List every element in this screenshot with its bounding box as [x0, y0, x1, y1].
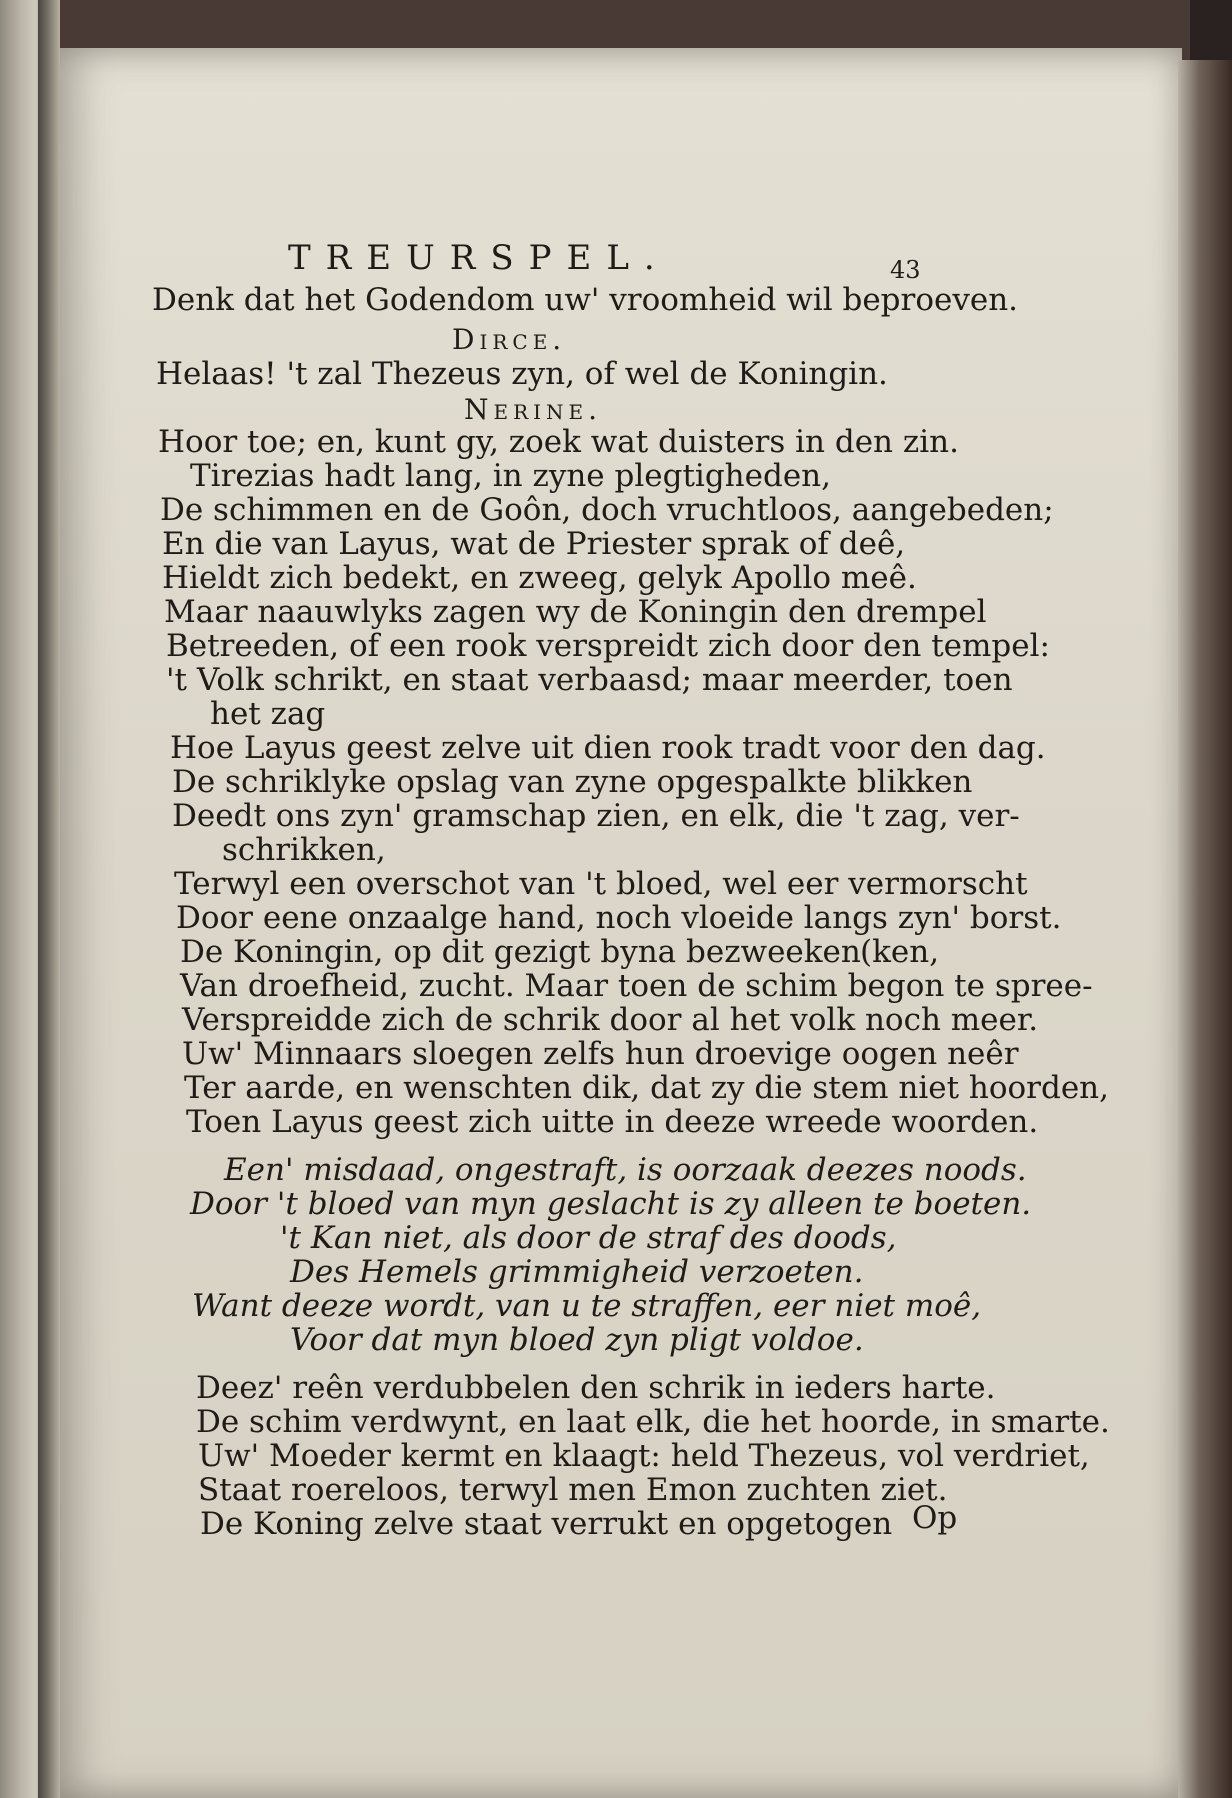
verse-line: Voor dat myn bloed zyn pligt voldoe. — [290, 1322, 864, 1358]
text-line: De schriklyke opslag van zyne opgespalkte blikken — [172, 764, 973, 800]
text-line: Uw' Minnaars sloegen zelfs hun droevige oogen neêr — [182, 1036, 1019, 1072]
text-line: Denk dat het Godendom uw' vroomheid wil beproeven. — [152, 282, 1019, 318]
text-line: Van droefheid, zucht. Maar toen de schim begon te spree- — [180, 968, 1093, 1004]
text-line: Tirezias hadt lang, in zyne plegtigheden, — [190, 458, 831, 494]
text-line: (ken, — [860, 934, 940, 970]
text-line: het zag — [210, 696, 326, 732]
text-line: Ter aarde, en wenschten dik, dat zy die stem niet hoorden, — [184, 1070, 1110, 1106]
running-title: TREURSPEL. — [288, 238, 670, 278]
text-line: De Koningin, op dit gezigt byna bezweeken — [180, 934, 861, 970]
verse-line: Een' misdaad, ongestraft, is oorzaak deezes noods. — [224, 1152, 1027, 1188]
verse-line: 't Kan niet, als door de straf des doods, — [280, 1220, 897, 1256]
verse-line: Door 't bloed van myn geslacht is zy alleen te boeten. — [190, 1186, 1032, 1222]
text-line: De schim verdwynt, en laat elk, die het hoorde, in smarte. — [196, 1404, 1110, 1440]
text-line: Betreeden, of een rook verspreidt zich door den tempel: — [166, 628, 1050, 664]
text-line: Hoor toe; en, kunt gy, zoek wat duisters in den zin. — [158, 424, 959, 460]
text-line: Helaas! 't zal Thezeus zyn, of wel de Koningin. — [156, 356, 888, 392]
text-line: Hoe Layus geest zelve uit dien rook tradt voor den dag. — [170, 730, 1046, 766]
speaker-name: Dirce. — [452, 323, 567, 356]
text-line: Maar naauwlyks zagen wy de Koningin den drempel — [164, 594, 987, 630]
text-line: Deedt ons zyn' gramschap zien, en elk, die 't zag, ver- — [172, 798, 1020, 834]
text-line: Verspreidde zich de schrik door al het volk noch meer. — [182, 1002, 1039, 1038]
text-line: De schimmen en de Goôn, doch vruchtloos, aangebeden; — [160, 492, 1054, 528]
text-line: En die van Layus, wat de Priester sprak of deê, — [162, 526, 906, 562]
text-line: De Koning zelve staat verrukt en opgetogen — [200, 1506, 893, 1542]
text-line: Uw' Moeder kermt en klaagt: held Thezeus, vol verdriet, — [198, 1438, 1090, 1474]
speaker-name: Nerine. — [464, 393, 603, 426]
text-line: 't Volk schrikt, en staat verbaasd; maar meerder, toen — [166, 662, 1013, 698]
text-line: Terwyl een overschot van 't bloed, wel eer vermorscht — [174, 866, 1028, 902]
verse-line: Des Hemels grimmigheid verzoeten. — [290, 1254, 864, 1290]
text-line: Door eene onzaalge hand, noch vloeide langs zyn' borst. — [176, 900, 1062, 936]
text-line: Staat roereloos, terwyl men Emon zuchten ziet. — [198, 1472, 948, 1508]
text-line: Deez' reên verdubbelen den schrik in ieders harte. — [196, 1370, 996, 1406]
page-number: 43 — [890, 256, 921, 284]
text-line: schrikken, — [222, 832, 386, 868]
catchword: Op — [912, 1500, 958, 1536]
text-line: Toen Layus geest zich uitte in deeze wreede woorden. — [186, 1104, 1039, 1140]
verse-line: Want deeze wordt, van u te straffen, eer niet moê, — [192, 1288, 982, 1324]
text-line: Hieldt zich bedekt, en zweeg, gelyk Apollo meê. — [162, 560, 917, 596]
